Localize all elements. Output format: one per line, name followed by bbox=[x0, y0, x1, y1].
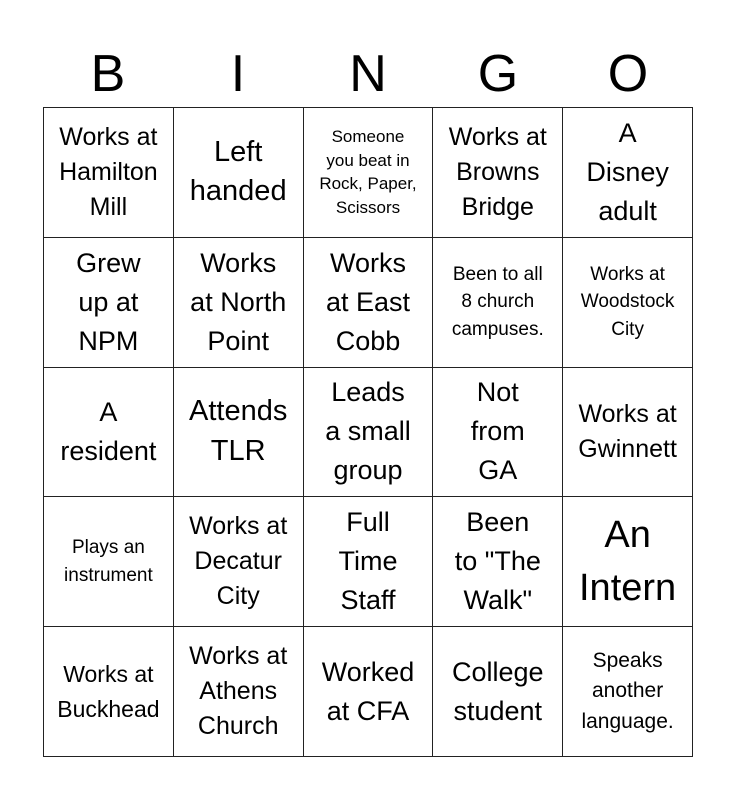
bingo-cell-i3[interactable] bbox=[174, 368, 304, 498]
cell-text: Works at Browns Bridge bbox=[448, 122, 547, 221]
cell-text: Leads a small group bbox=[325, 377, 411, 486]
bingo-cell-g4[interactable] bbox=[433, 497, 563, 627]
cell-text: Grew up at NPM bbox=[76, 247, 141, 356]
cell-text: Plays an instrument bbox=[64, 537, 153, 586]
bingo-cell-g3[interactable] bbox=[433, 368, 563, 498]
bingo-cell-g5[interactable] bbox=[433, 627, 563, 757]
bingo-cell-o3[interactable] bbox=[563, 368, 693, 498]
bingo-grid bbox=[43, 107, 693, 757]
cell-text: An Intern bbox=[579, 513, 677, 609]
cell-text: Worked at CFA bbox=[321, 656, 415, 726]
cell-text: Works at Buckhead bbox=[57, 661, 160, 722]
cell-text: A resident bbox=[60, 396, 157, 466]
cell-text: College student bbox=[452, 656, 544, 726]
cell-text: Left handed bbox=[189, 135, 287, 208]
bingo-cell-b3[interactable] bbox=[44, 368, 174, 498]
cell-text: Speaks another language. bbox=[581, 648, 674, 733]
bingo-cell-g2[interactable] bbox=[433, 238, 563, 368]
cell-text: Works at Hamilton Mill bbox=[59, 122, 158, 221]
header-letter-g: G bbox=[477, 45, 519, 103]
bingo-cell-o2[interactable] bbox=[563, 238, 693, 368]
cell-text: Attends TLR bbox=[189, 395, 288, 467]
bingo-cell-n1[interactable] bbox=[304, 108, 434, 238]
bingo-cell-n2[interactable] bbox=[304, 238, 434, 368]
cell-text: Full Time Staff bbox=[338, 507, 398, 616]
cell-text: Works at Decatur City bbox=[189, 512, 288, 611]
header-letter-b: B bbox=[90, 45, 126, 103]
cell-text: Works at Woodstock City bbox=[580, 263, 675, 340]
header-letter-n: N bbox=[349, 45, 387, 103]
bingo-cell-i4[interactable] bbox=[174, 497, 304, 627]
cell-text: Not from GA bbox=[470, 377, 525, 486]
bingo-cell-n4[interactable] bbox=[304, 497, 434, 627]
bingo-cell-i2[interactable] bbox=[174, 238, 304, 368]
bingo-cell-i1[interactable] bbox=[174, 108, 304, 238]
bingo-cell-n3[interactable] bbox=[304, 368, 434, 498]
bingo-cell-b4[interactable] bbox=[44, 497, 174, 627]
bingo-cell-i5[interactable] bbox=[174, 627, 304, 757]
cell-text: Someone you beat in Rock, Paper, Scissors bbox=[319, 127, 417, 217]
cell-text: Works at North Point bbox=[190, 247, 287, 356]
bingo-header bbox=[43, 40, 693, 108]
bingo-cell-b5[interactable] bbox=[44, 627, 174, 757]
bingo-cell-b2[interactable] bbox=[44, 238, 174, 368]
header-letter-o: O bbox=[607, 45, 649, 103]
bingo-cell-o5[interactable] bbox=[563, 627, 693, 757]
header-letter-i: I bbox=[230, 45, 246, 103]
cell-text: Been to all 8 church campuses. bbox=[451, 263, 544, 340]
bingo-cell-o4[interactable] bbox=[563, 497, 693, 627]
bingo-cell-n5[interactable] bbox=[304, 627, 434, 757]
bingo-cell-o1[interactable] bbox=[563, 108, 693, 238]
cell-text: Works at Gwinnett bbox=[578, 399, 677, 463]
bingo-cell-b1[interactable] bbox=[44, 108, 174, 238]
cell-text: Works at East Cobb bbox=[325, 247, 411, 356]
cell-text: Been to "The Walk" bbox=[454, 507, 541, 616]
cell-text: A Disney adult bbox=[586, 117, 669, 226]
cell-text: Works at Athens Church bbox=[189, 642, 288, 741]
bingo-cell-g1[interactable] bbox=[433, 108, 563, 238]
